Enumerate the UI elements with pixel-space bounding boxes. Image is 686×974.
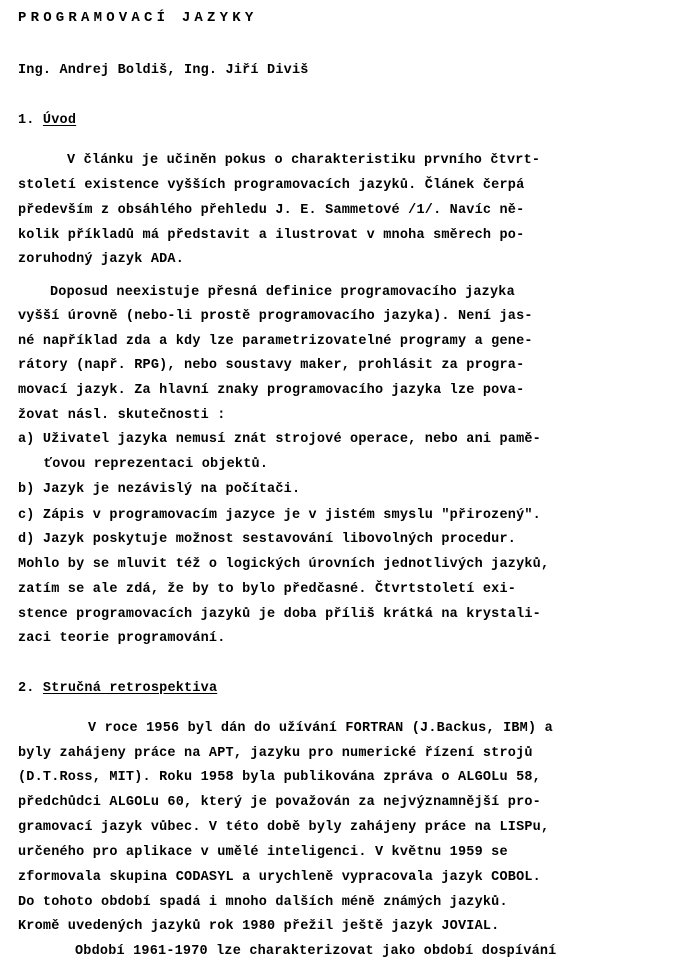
s2-p1-line: Období 1961-1970 lze charakterizovat jako období dospívání — [75, 944, 557, 959]
s2-p1-line: gramovací jazyk vůbec. V této době byly zahájeny práce na LISPu, — [18, 820, 550, 835]
s2-p1-line: určeného pro aplikace v umělé inteligenci. V květnu 1959 se — [18, 845, 508, 860]
s2-p1-line: (D.T.Ross, MIT). Roku 1958 byla publikována zpráva o ALGOLu 58, — [18, 770, 541, 785]
s1-p2-line: movací jazyk. Za hlavní znaky programovacího jazyka lze pova- — [18, 383, 525, 398]
s1-p2-line: vyšší úrovně (nebo-li prostě programovacího jazyka). Není jas- — [18, 309, 533, 324]
s1-p1-line: V článku je učiněn pokus o charakteristiku prvního čtvrt- — [67, 153, 541, 168]
s1-p2-line: Doposud neexistuje přesná definice programovacího jazyka — [50, 285, 515, 300]
s2-p1-line: předchůdci ALGOLu 60, který je považován za nejvýznamnější pro- — [18, 795, 541, 810]
section-2-heading — [18, 679, 672, 699]
authors-line: Ing. Andrej Boldiš, Ing. Jiří Diviš — [18, 63, 309, 78]
s1-p2-line: né například zda a kdy lze parametrizovatelné programy a gene- — [18, 334, 533, 349]
list-item: a) Uživatel jazyka nemusí znát strojové operace, nebo ani pamě- — [18, 432, 541, 447]
s2-p1-line: Kromě uvedených jazyků rok 1980 přežil ještě jazyk JOVIAL. — [18, 919, 500, 934]
s1-p3-line: Mohlo by se mluvit též o logických úrovních jednotlivých jazyků, — [18, 557, 550, 572]
s1-p3-line: zaci teorie programování. — [18, 631, 226, 646]
section-2-title: Stručná retrospektiva — [42, 681, 218, 696]
document-title: PROGRAMOVACÍ JAZYKY — [18, 10, 258, 26]
s2-p1-line: zformovala skupina CODASYL a urychleně vypracovala jazyk COBOL. — [18, 870, 541, 885]
s2-p1-line: byly zahájeny práce na APT, jazyku pro numerické řízení strojů — [18, 746, 533, 761]
s1-p1-line: kolik příkladů má představit a ilustrovat v mnoha směrech po- — [18, 228, 525, 243]
section-2-number: 2. — [18, 681, 35, 696]
s1-p1-line: zoruhodný jazyk ADA. — [18, 252, 185, 267]
s1-p3-line: stence programovacích jazyků je doba příliš krátká na krystali- — [18, 607, 541, 622]
s1-p1-line: především z obsáhlého přehledu J. E. Sammetové /1/. Navíc ně- — [18, 203, 525, 218]
list-item: b) Jazyk je nezávislý na počítači. — [18, 482, 301, 497]
s2-p1-line: V roce 1956 byl dán do užívání FORTRAN (J.Backus, IBM) a — [88, 721, 553, 736]
s1-p2-line: rátory (např. RPG), nebo soustavy maker, prohlásit za progra- — [18, 358, 525, 373]
s1-p2-line: žovat násl. skutečnosti : — [18, 408, 226, 423]
list-item-continuation: ťovou reprezentaci objektů. — [44, 457, 269, 472]
s1-p3-line: zatím se ale zdá, že by to bylo předčasné. Čtvrtstoletí exi- — [18, 582, 517, 597]
section-1-heading — [18, 111, 672, 131]
section-1-title: Úvod — [42, 113, 77, 128]
section-1-number: 1. — [18, 113, 35, 128]
list-item: c) Zápis v programovacím jazyce je v jistém smyslu "přirozený". — [18, 508, 541, 523]
s1-p1-line: století existence vyšších programovacích jazyků. Článek čerpá — [18, 178, 525, 193]
s2-p1-line: Do tohoto období spadá i mnoho dalších méně známých jazyků. — [18, 895, 508, 910]
list-item: d) Jazyk poskytuje možnost sestavování libovolných procedur. — [18, 532, 517, 547]
